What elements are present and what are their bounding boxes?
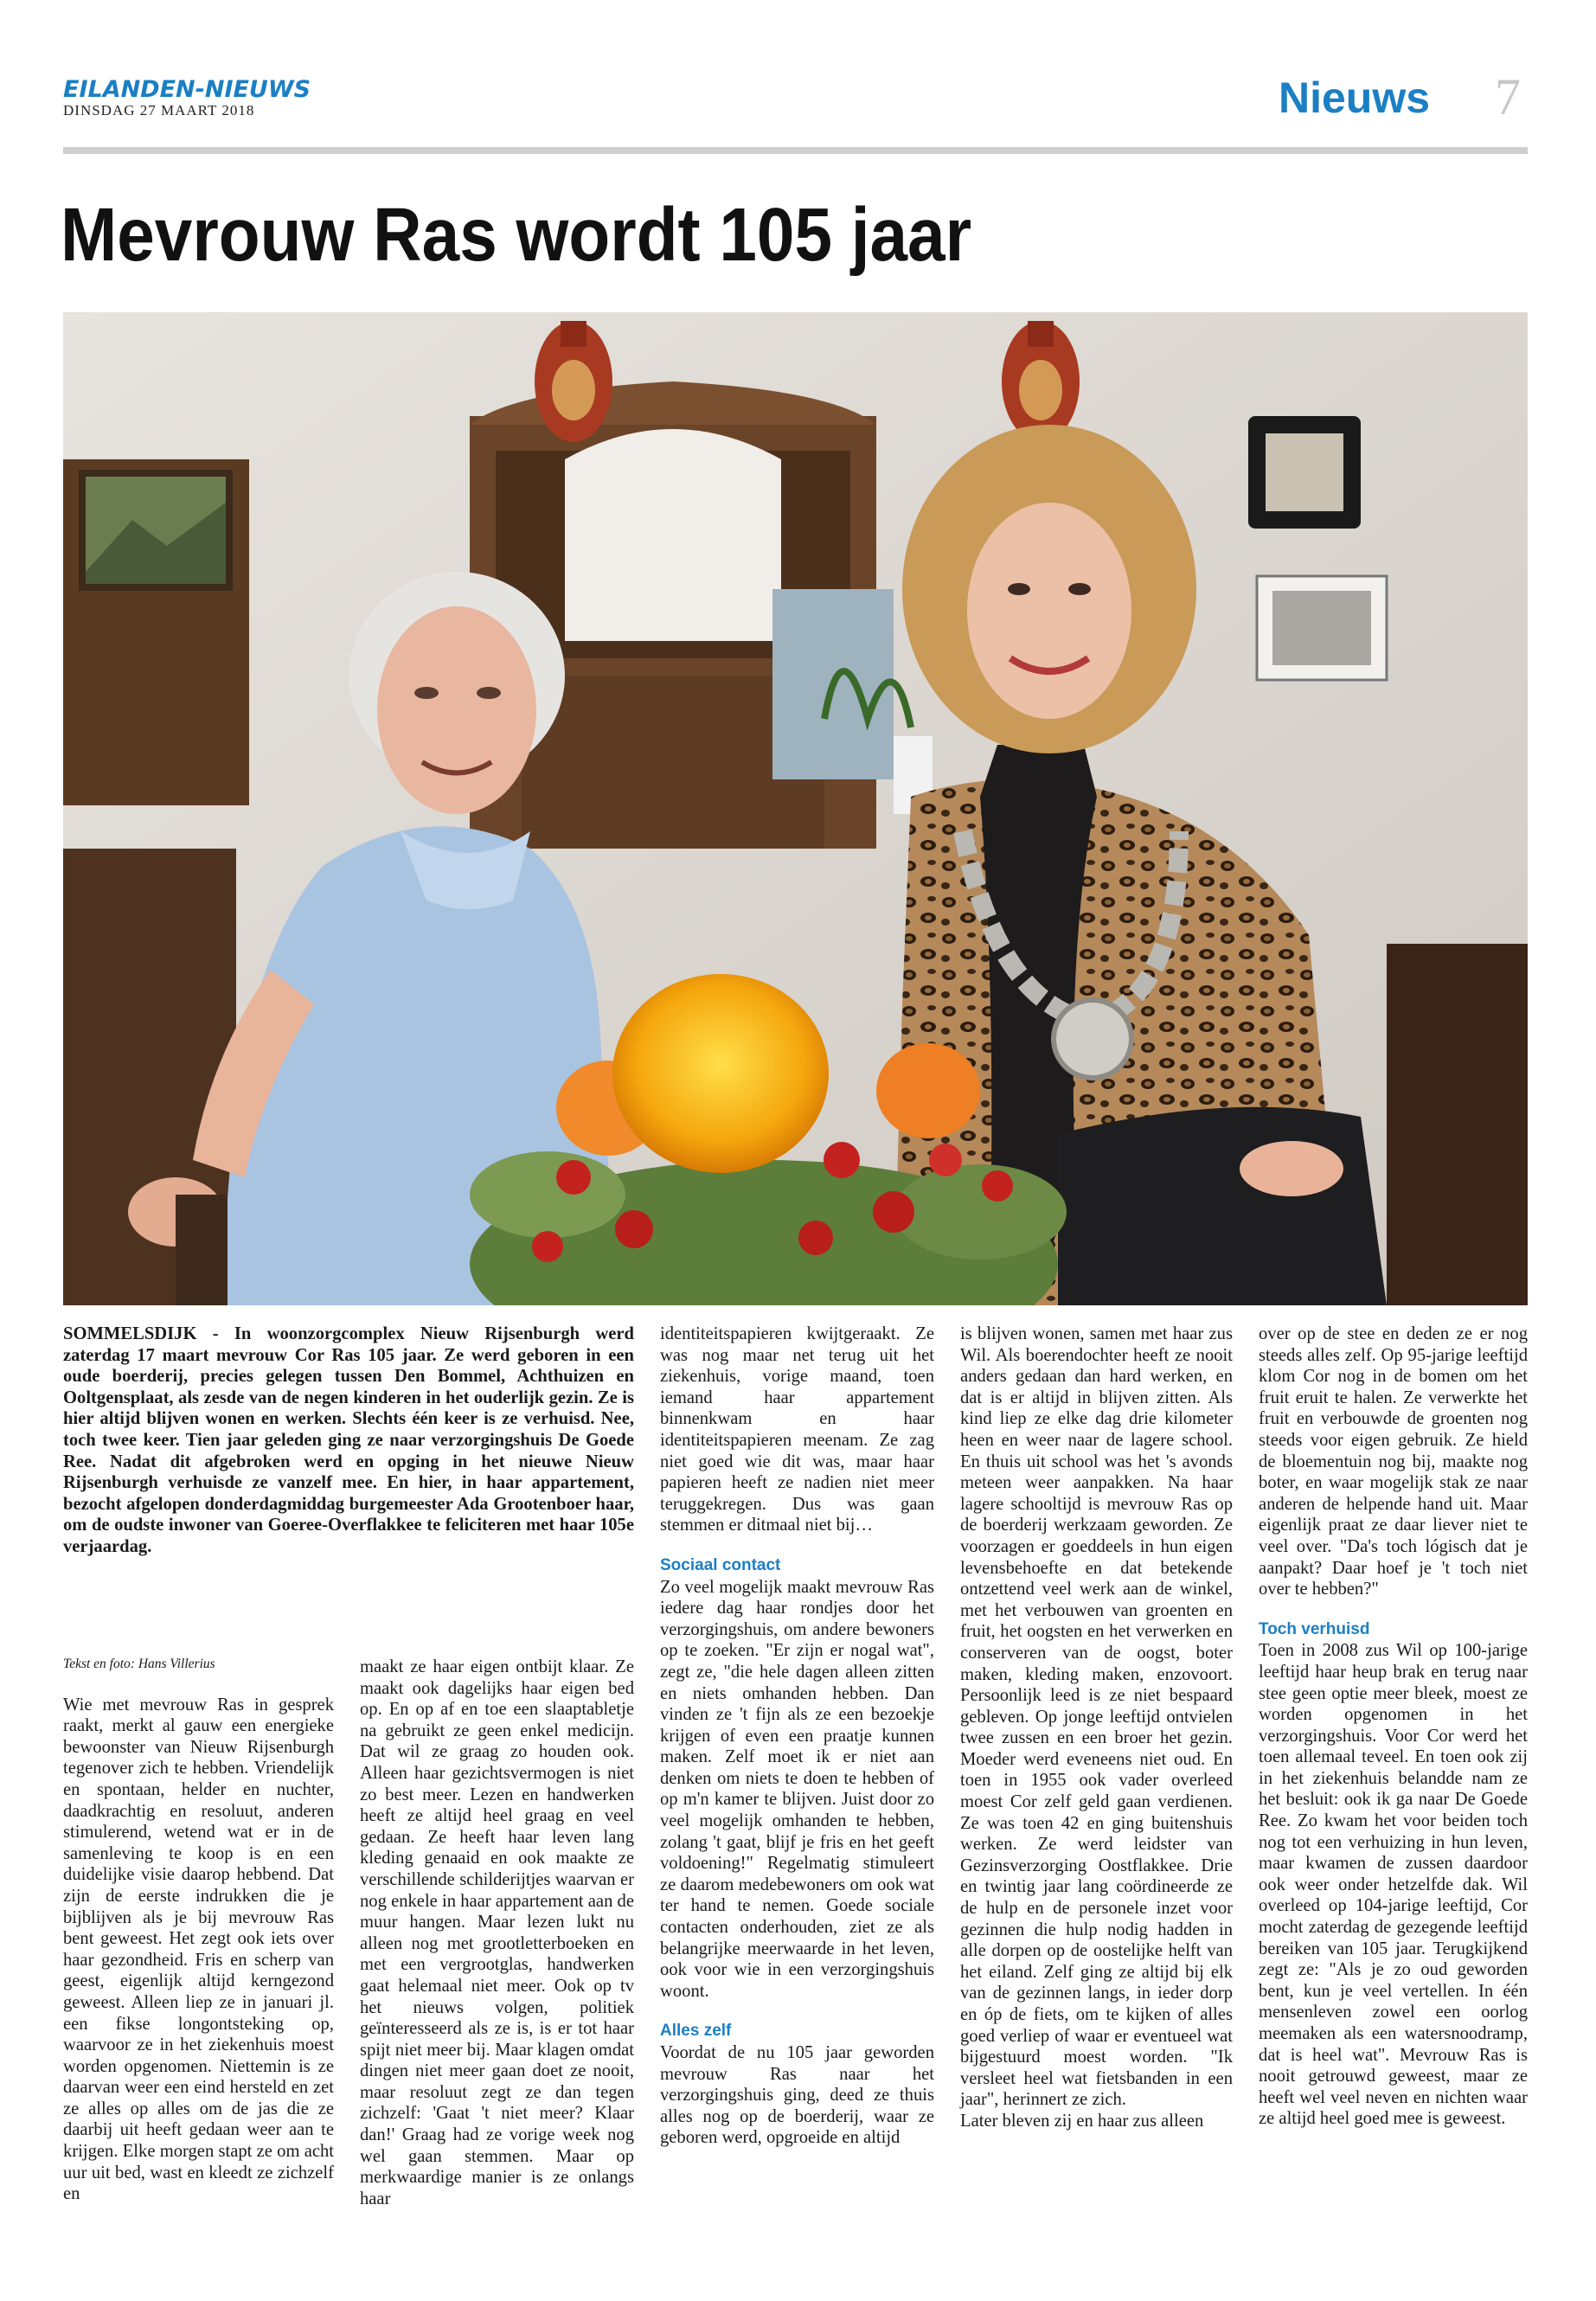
subheading-alles-zelf: Alles zelf	[660, 2022, 732, 2041]
article-photo	[63, 312, 1528, 1305]
issue-date: DINSDAG 27 MAART 2018	[63, 102, 255, 119]
article-lead: SOMMELSDIJK - In woonzorgcomplex Nieuw Rijsenburgh werd zaterdag 17 maart mevrouw Cor Ras 105 jaar. Ze werd geboren in een oude boerderij, precies gelegen tussen Den Bommel, Achthuizen en Ooltgensplaat, als zesde van de negen kinderen in het ouderlijk gezin. Ze is hier altijd blijven wonen en werken. Slechts één keer is ze verhuisd. Nee, toch twee keer. Tien jaar geleden ging ze naar verzorgingshuis De Goede Ree. Nadat dit afgebroken werd en opging in het nieuwe Nieuw Rijsenburgh verhuisde ze vanzelf mee. En hier, in haar appartement, bezocht afgelopen donderdagmiddag burgemeester Ada Grootenboer haar, om de oudste inwoner van Goeree-Overflakkee te feliciteren met haar 105e verjaardag.	[63, 1324, 634, 1556]
body-paragraph: Wie met mevrouw Ras in gesprek raakt, merkt al gauw een energieke bewoonster van Nieuw Rijsenburgh tegenover zich te hebben. Vriendelijk en spontaan, helder en nuchter, daadkrachtig en resoluut, anderen stimulerend, wetend wat er in de samenleving te koop is en een duidelijke visie daarop hebbend. Dat zijn de eerste indrukken die je bijblijven als je bij mevrouw Ras bent geweest. Het zegt ook iets over haar gezondheid. Fris en scherp van geest, eigenlijk altijd kerngezond geweest. Alleen liep ze in januari jl. een fikse longontsteking op, waarvoor ze in het ziekenhuis moest worden opgenomen. Niettemin is ze daarvan weer een eind hersteld en zet ze alles op alles om de jas die ze daarbij uit heeft gedaan weer aan te krijgen. Elke morgen stapt ze om acht uur uit bed, wast en kleedt ze zichzelf en	[63, 1695, 334, 2204]
headline: Mevrouw Ras wordt 105 jaar	[61, 193, 972, 277]
column-3	[660, 1324, 934, 2149]
column-5	[1259, 1324, 1528, 2130]
column-4	[960, 1324, 1233, 2132]
body-paragraph: Zo veel mogelijk maakt mevrouw Ras iedere dag haar rondjes door het verzorgingshuis, om andere bewoners op te zoeken. "Er zijn er nogal wat", zegt ze, "die hele dagen alleen zitten en niets omhanden hebben. Dan vinden ze 't fijn als ze een bezoekje krijgen of even een praatje kunnen maken. Zelf moet ik er niet aan denken om niets te doen te hebben of op m'n kamer te blijven. Juist door zo veel mogelijk omhanden te hebben, zolang 't gaat, blijf je fris en het geeft voldoening!" Regelmatig stimuleert ze daarom medebewoners om ook wat ter hand te nemen. Goede sociale contacten onderhouden, ziet ze als belangrijke meerwaarde in het leven, ook voor wie in een verzorgingshuis woont.	[660, 1577, 934, 2001]
header-rule	[63, 147, 1528, 154]
body-paragraph: Voordat de nu 105 jaar geworden mevrouw Ras naar het verzorgingshuis ging, deed ze thuis alles nog op de boerderij, waar ze geboren werd, opgroeide en altijd	[660, 2043, 934, 2148]
photo-credit: Tekst en foto: Hans Villerius	[63, 1657, 215, 1671]
body-paragraph: Later bleven zij en haar zus alleen	[960, 2111, 1204, 2131]
page-number: 7	[1495, 68, 1521, 125]
subheading-toch-verhuisd: Toch verhuisd	[1259, 1619, 1370, 1638]
body-paragraph: maakt ze haar eigen ontbijt klaar. Ze maakt ook dagelijks haar eigen bed op. En op af en toe een slaaptabletje na gebruikt ze geen enkel medicijn. Dat wil ze graag zo houden ook. Alleen haar gezichtsvermogen is niet zo best meer. Lezen en handwerken heeft ze altijd heel graag en veel gedaan. Ze heeft haar leven lang kleding genaaid en ook maakte ze verschillende schilderijtjes waarvan er nog enkele in haar appartement aan de muur hangen. Maar lezen lukt nu alleen nog met grootletterboeken en met een vergrootglas, handwerken gaat helemaal niet meer. Ook op tv het nieuws volgen, politiek geïnteresseerd als ze is, is er tot haar spijt niet meer bij. Maar klagen omdat dingen niet meer gaan doet ze nooit, maar resoluut zegt ze dan tegen zichzelf: 'Gaat 't niet meer? Klaar dan!' Graag had ze vorige week nog wel gaan stemmen. Maar op merkwaardige manier is ze onlangs haar	[360, 1657, 634, 2208]
column-1-body	[63, 1654, 334, 2205]
subheading-sociaal-contact: Sociaal contact	[660, 1555, 781, 1574]
column-2	[360, 1657, 634, 2209]
body-paragraph: over op de stee en deden ze er nog steeds alles zelf. Op 95-jarige leeftijd klom Cor nog in de bomen om het fruit eruit te halen. Ze verwerkte het fruit en verbouwde de groenten nog steeds voor eigen gebruik. Ze hield de bloementuin nog bij, maakte nog boter, en waar mogelijk stak ze naar anderen de helpende hand uit. Maar eigenlijk praat ze daar liever niet te veel over. "Da's toch lógisch dat je aanpakt? Daar hoef je 't toch niet over te hebben?"	[1259, 1324, 1528, 1599]
body-paragraph: is blijven wonen, samen met haar zus Wil. Als boerendochter heeft ze nooit anders gedaan dan hard werken, en dat is er altijd in blijven zitten. Als kind liep ze elke dag drie kilometer heen en weer naar de lagere school. En thuis uit school was het 's avonds meteen weer aanpakken. Na haar lagere schooltijd is mevrouw Ras op de boerderij werkzaam geworden. Ze voorzagen er goeddeels in hun eigen levensbehoefte en dat betekende ontzettend veel werk aan de winkel, met het verbouwen van groenten en fruit, het oogsten en het verwerken en conserveren van de oogst, boter maken, kleding maken, enzovoort. Persoonlijk leed is ze niet bespaard gebleven. Op jonge leeftijd ontvielen twee zussen en een broer het gezin. Moeder werd eveneens niet oud. En toen in 1955 ook vader overleed moest Cor zelf geld gaan verdienen. Ze was toen 42 en ging buitenshuis werken. Ze werd leidster van Gezinsverzorging Oostflakkee. Drie en twintig jaar lang coördineerde ze de hulp en de personele inzet voor gezinnen die hulp nodig hadden in alle dorpen op de oostelijke helft van het eiland. Zelf ging ze altijd bij elk van de gezinnen langs, in ieder dorp en óp de fiets, om te kijken of alles goed verliep of waar er eventueel wat bijgestuurd moest worden. "Ik versleet heel wat fietsbanden in een jaar", herinnert ze zich.	[960, 1324, 1233, 2110]
masthead-logo: EILANDEN-NIEUWS	[63, 76, 311, 103]
section-label: Nieuws	[1279, 74, 1431, 122]
body-paragraph: Toen in 2008 zus Wil op 100-jarige leeftijd haar heup brak en terug naar stee geen optie meer bleek, moest ze worden opgenomen in het verzorgingshuis. Voor Cor werd het toen allemaal teveel. En toen ook zij in het ziekenhuis belandde nam ze het besluit: ook ik ga naar De Goede Ree. Zo kwam het voor beiden toch nog tot een verhuizing in hun leven, maar kwamen de zussen daardoor ook weer onder hetzelfde dak. Wil overleed op 104-jarige leeftijd, Cor mocht zaterdag de gezegende leeftijd bereiken van 105 jaar. Terugkijkend zegt ze: "Als je zo oud geworden bent, kun je veel vertellen. In één mensenleven zowel een oorlog meemaken als een watersnoodramp, dat is heel wat". Mevrouw Ras is nooit getrouwd geweest, maar ze heeft wel veel neven en nichten waar ze altijd heel goed mee is geweest.	[1259, 1641, 1528, 2129]
body-paragraph: identiteitspapieren kwijtgeraakt. Ze was nog maar net terug uit het ziekenhuis, vorige maand, toen iemand haar appartement binnenkwam en haar identiteitspapieren meenam. Ze zag niet goed wie dit was, maar haar papieren heeft ze nadien niet meer teruggekregen. Dus was gaan stemmen er ditmaal niet bij…	[660, 1324, 934, 1535]
column-1	[63, 1324, 634, 1558]
